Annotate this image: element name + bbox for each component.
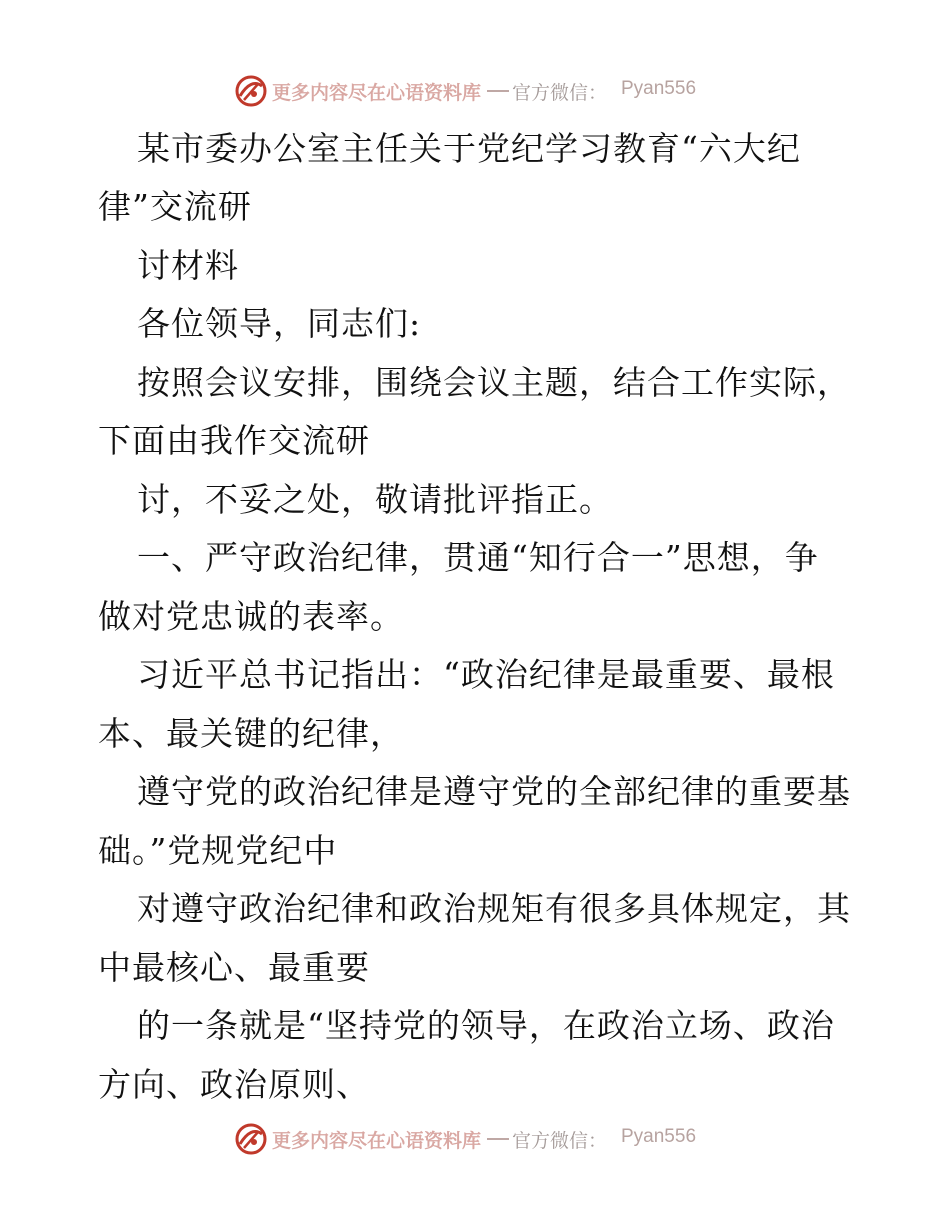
watermark-wechat-label: 官方微信： — [512, 1130, 608, 1152]
watermark-dash — [487, 90, 509, 92]
red-seal-logo-icon — [234, 1122, 268, 1156]
watermark-brand-text: 更多内容尽在心语资料库 — [272, 1130, 482, 1152]
watermark-dash — [487, 1138, 509, 1140]
paragraph-line: 遵守党的政治纪律是遵守党的全部纪律的重要基 — [137, 772, 851, 811]
watermark-wechat-id: Pyan556 — [621, 1126, 697, 1147]
salutation-line: 各位领导，同志们: — [137, 304, 422, 343]
paragraph-line: 习近平总书记指出：“政治纪律是最重要、最根 — [137, 655, 835, 694]
paragraph-line: 础。”党规党纪中 — [98, 831, 338, 870]
paragraph-line: 中最核心、最重要 — [98, 948, 370, 987]
header-watermark — [0, 72, 950, 112]
watermark-brand-text: 更多内容尽在心语资料库 — [272, 82, 482, 104]
footer-watermark — [0, 1120, 950, 1160]
title-line-3: 讨材料 — [137, 246, 239, 285]
watermark-wechat-id: Pyan556 — [621, 78, 697, 99]
section-heading-line: 做对党忠诚的表率。 — [98, 597, 404, 636]
paragraph-line: 方向、政治原则、 — [98, 1065, 370, 1104]
paragraph-line: 讨，不妥之处，敬请批评指正。 — [137, 480, 613, 519]
paragraph-line: 的一条就是“坚持党的领导，在政治立场、政治 — [137, 1006, 835, 1045]
section-heading-line: 一、严守政治纪律，贯通“知行合一”思想，争 — [137, 538, 819, 577]
red-seal-logo-icon — [234, 74, 268, 108]
paragraph-line: 对遵守政治纪律和政治规矩有很多具体规定，其 — [137, 889, 851, 928]
title-line-2: 律”交流研 — [98, 187, 252, 226]
title-line-1: 某市委办公室主任关于党纪学习教育“六大纪 — [137, 129, 801, 168]
watermark-wechat-label: 官方微信： — [512, 82, 608, 104]
paragraph-line: 下面由我作交流研 — [98, 421, 370, 460]
paragraph-line: 本、最关键的纪律， — [98, 714, 404, 753]
paragraph-line: 按照会议安排，围绕会议主题，结合工作实际， — [137, 363, 851, 402]
